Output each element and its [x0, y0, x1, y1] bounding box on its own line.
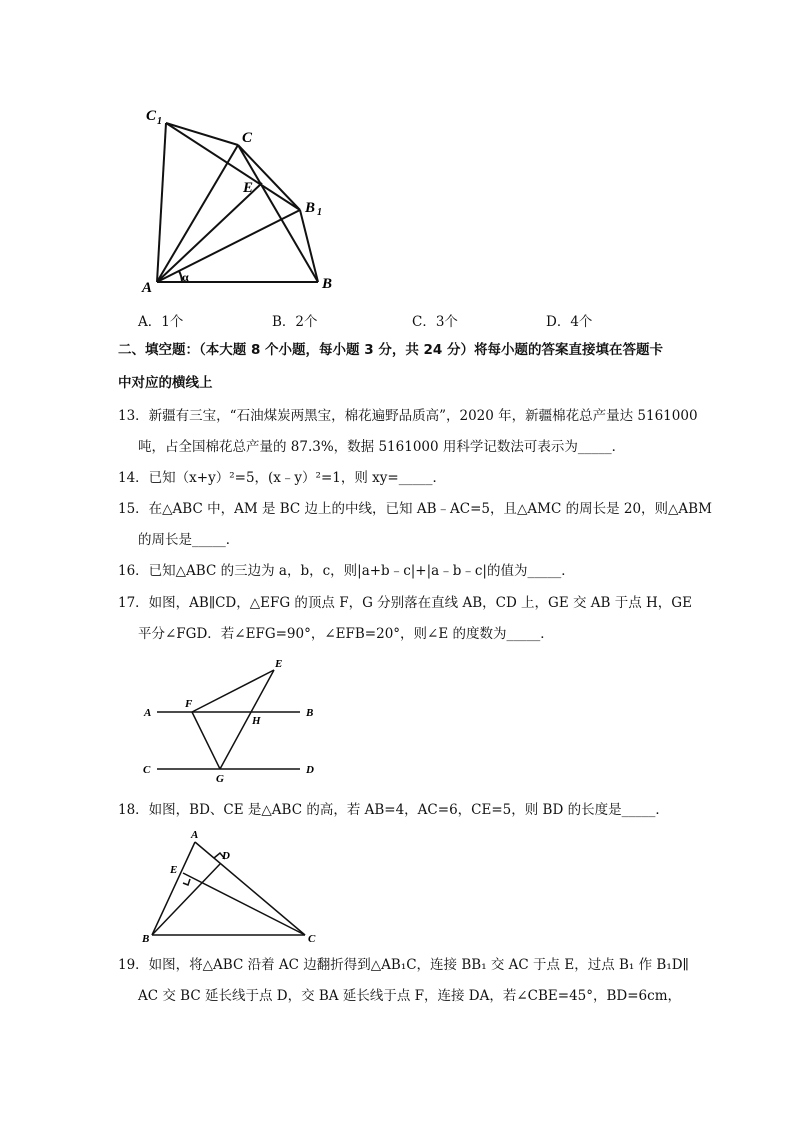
label-G: G [216, 773, 224, 785]
label-C: C [242, 130, 253, 146]
label-E: E [170, 864, 178, 876]
label-alpha: α [182, 270, 189, 284]
label-A: A [144, 707, 152, 719]
label-B1: B [305, 200, 316, 216]
label-C1: C [146, 108, 157, 124]
label-B: B [306, 707, 314, 719]
question-13: 13．新疆有三宝，“石油煤炭两黑宝，棉花遍野品质高”，2020 年，新疆棉花总产量达 5161000 [118, 408, 698, 424]
label-B: B [142, 933, 150, 945]
section-title: 二、填空题：（本大题 8 个小题，每小题 3 分，共 24 分）将每小题的答案直接填在答题卡 [118, 342, 664, 358]
option-b: B．2个 [272, 314, 318, 330]
question-18: 18．如图，BD、CE 是△ABC 的高，若 AB=4，AC=6，CE=5，则 BD 的长度是_____． [118, 802, 669, 818]
label-A: A [191, 829, 199, 841]
question-15-cont: 的周长是_____． [138, 532, 240, 548]
question-16: 16．已知△ABC 的三边为 a，b，c，则|a+b﹣c|+|a﹣b﹣c|的值为_____． [118, 563, 575, 579]
question-17-cont: 平分∠FGD．若∠EFG=90°，∠EFB=20°，则∠E 的度数为_____． [138, 626, 554, 642]
label-A: A [142, 280, 153, 296]
figure-quadrilateral [130, 100, 350, 300]
label-H: H [252, 715, 261, 727]
option-d: D．4个 [546, 314, 593, 330]
question-13-cont: 吨，占全国棉花总产量的 87.3%，数据 5161000 用科学记数法可表示为_____． [138, 439, 626, 455]
label-D: D [306, 764, 314, 776]
label-C: C [308, 933, 316, 945]
label-C1-sub: 1 [157, 116, 162, 127]
label-B: B [322, 276, 333, 292]
label-F: F [185, 698, 193, 710]
option-c: C．3个 [412, 314, 458, 330]
figure1-lines [157, 123, 318, 282]
figure-triangle-heights [135, 825, 325, 945]
label-E: E [275, 658, 283, 670]
option-a: A．1个 [138, 314, 184, 330]
label-D: D [222, 850, 230, 862]
question-14: 14．已知（x+y）²=5，(x﹣y）²=1，则 xy=_____． [118, 470, 446, 486]
label-C: C [143, 764, 151, 776]
figure-parallel-lines [135, 650, 330, 785]
section-title-cont: 中对应的横线上 [118, 375, 213, 391]
question-19-cont: AC 交 BC 延长线于点 D，交 BA 延长线于点 F，连接 DA，若∠CBE=45°，BD=6cm， [138, 988, 682, 1004]
question-19: 19．如图，将△ABC 沿着 AC 边翻折得到△AB₁C，连接 BB₁ 交 AC 于点 E，过点 B₁ 作 B₁D∥ [118, 957, 689, 973]
figure2-lines [157, 670, 300, 769]
question-15: 15．在△ABC 中，AM 是 BC 边上的中线，已知 AB﹣AC=5，且△AMC 的周长是 20，则△ABM [118, 501, 712, 517]
label-B1-sub: 1 [317, 207, 322, 218]
label-E: E [243, 180, 254, 196]
question-17: 17．如图，AB∥CD，△EFG 的顶点 F，G 分别落在直线 AB，CD 上，GE 交 AB 于点 H，GE [118, 595, 692, 611]
